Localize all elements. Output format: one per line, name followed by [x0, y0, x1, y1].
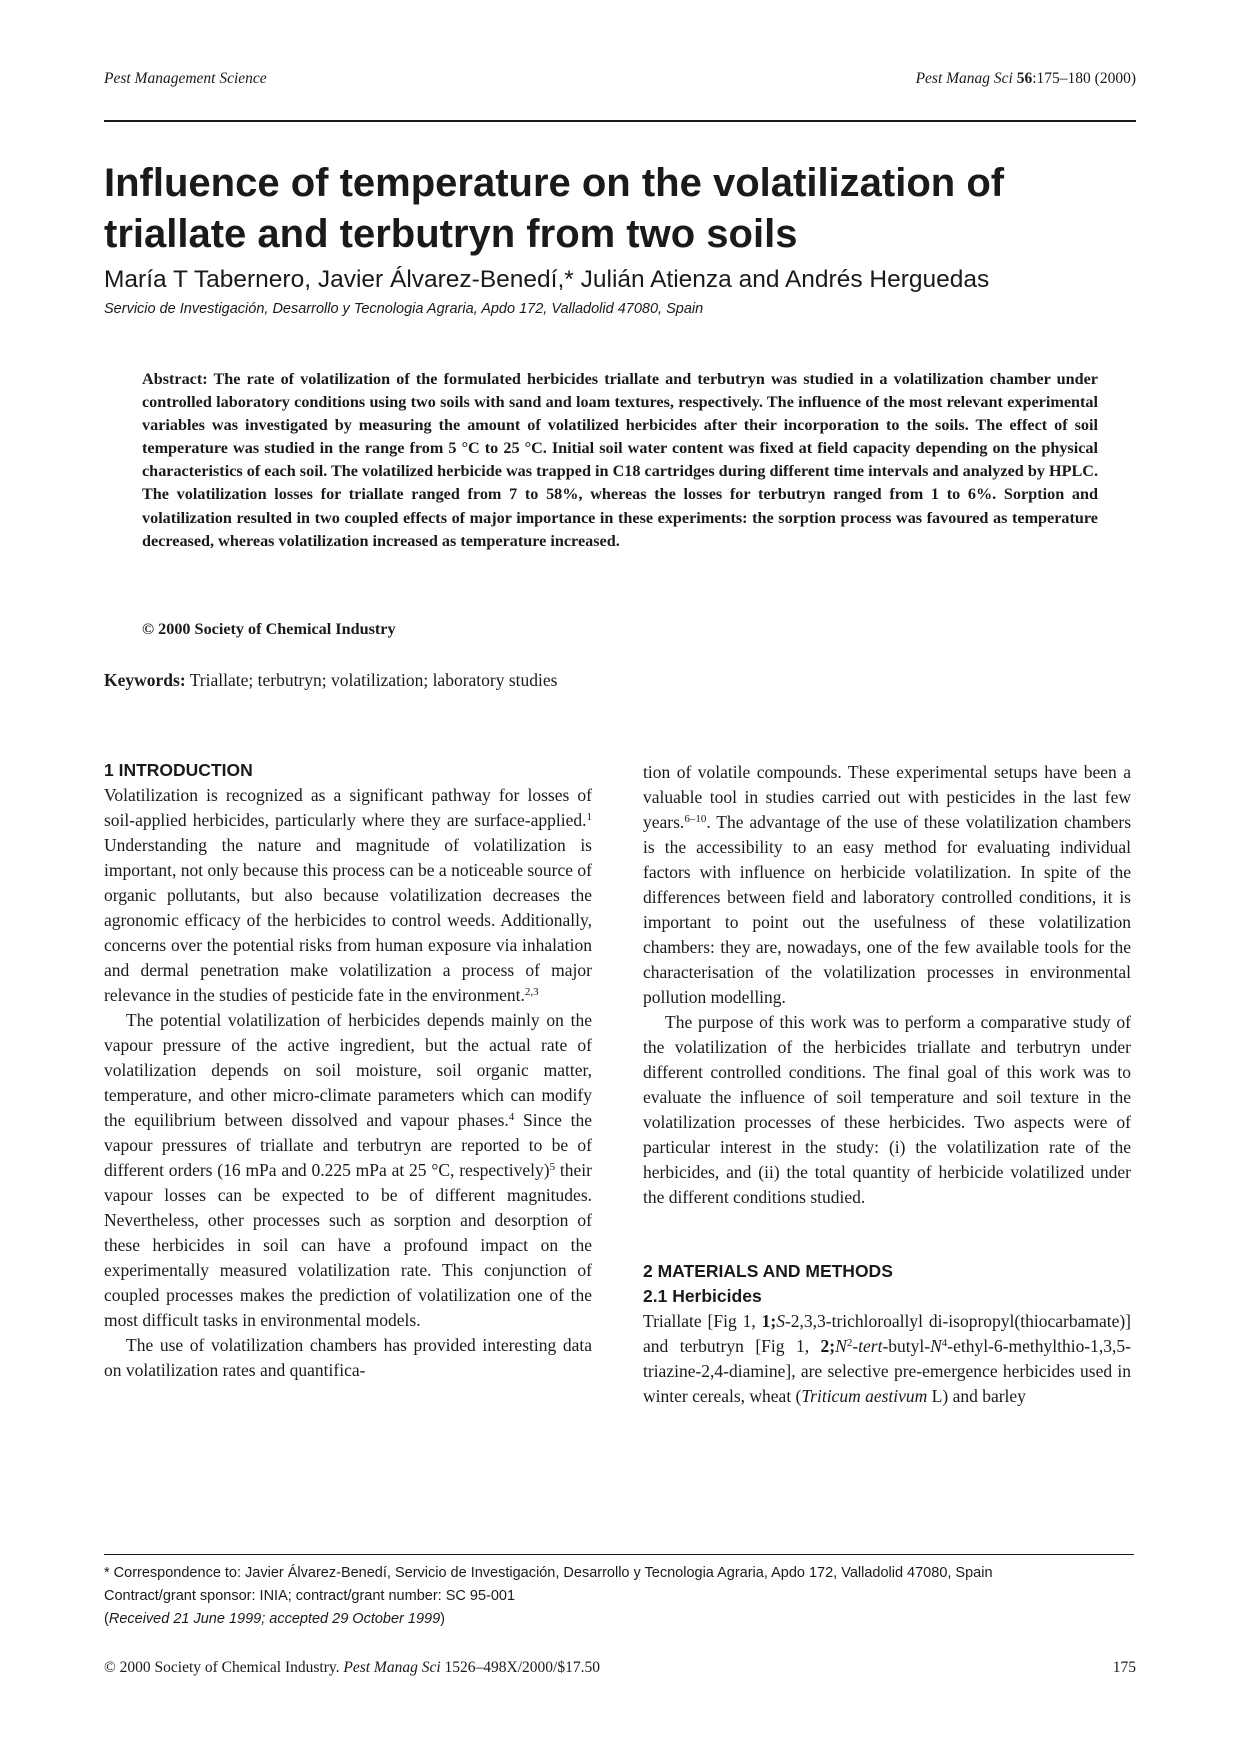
methods-heading: 2 MATERIALS AND METHODS	[643, 1261, 893, 1281]
herb-italic: N	[930, 1336, 942, 1356]
herb-text: -butyl-	[882, 1336, 931, 1356]
intro-paragraph-1	[104, 783, 592, 1008]
herb-italic: S	[776, 1311, 785, 1331]
reference-marker: 2,3	[524, 986, 539, 998]
herb-italic: N	[835, 1336, 847, 1356]
intro-p1-text-b: Understanding the nature and magnitude of volatilization is important, not only because this process can be a noticeable source of organic pollutants, but also because volatilization decreases the agronomic efficacy of the herbicides to control weeds. Additionally, concerns over the potential risks from human exposure via inhalation and dermal penetration make volatilization a process of major relevance in the studies of pesticide fate in the environment.	[104, 835, 592, 1005]
author-list: María T Tabernero, Javier Álvarez-Benedí,* Julián Atienza and Andrés Herguedas	[104, 266, 990, 293]
citation-pages: :175–180 (2000)	[1032, 70, 1136, 87]
herb-text: Triallate [Fig 1,	[643, 1311, 762, 1331]
intro-paragraph-2	[104, 1008, 592, 1333]
intro-paragraph-3: The use of volatilization chambers has provided interesting data on volatilization rates and quantifica-	[104, 1335, 592, 1380]
running-header-journal: Pest Management Science	[104, 70, 267, 87]
footer-issn: 1526–498X/2000/$17.50	[440, 1659, 600, 1676]
herb-text: -2,3,3-trichloroallyl di-isopropyl(thiocarbamate)] and terbutryn [Fig 1,	[643, 1311, 1132, 1356]
herbicides-paragraph	[643, 1309, 1131, 1409]
received-dates: Received 21 June 1999; accepted 29 October 1999	[108, 1611, 441, 1627]
running-header-citation	[916, 70, 1136, 88]
footer-copyright-text: © 2000 Society of Chemical Industry.	[104, 1659, 344, 1676]
citation-journal: Pest Manag Sci	[915, 70, 1013, 87]
reference-marker: 4	[508, 1111, 515, 1123]
keywords-text: Triallate; terbutryn; volatilization; laboratory studies	[189, 670, 558, 690]
citation-volume: 56	[1016, 70, 1033, 87]
intro-p1-text-a: Volatilization is recognized as a significant pathway for losses of soil-applied herbicides, particularly where they are surface-applied.	[104, 785, 592, 830]
abstract: Abstract: The rate of volatilization of the formulated herbicides triallate and terbutryn was studied in a volatilization chamber under controlled laboratory conditions using two soils with sand and loam textures, respectively. The influence of the most relevant experimental variables was investigated by measuring the amount of volatilized herbicides after their incorporation to the soils. The effect of soil temperature was studied in the range from 5 °C to 25 °C. Initial soil water content was fixed at field capacity depending on the physical characteristics of each soil. The volatilized herbicide was trapped in C18 cartridges during different time intervals and analyzed by HPLC. The volatilization losses for triallate ranged from 7 to 58%, whereas the losses for terbutryn ranged from 1 to 6%. Sorption and volatilization resulted in two coupled effects of major importance in these experiments: the sorption process was favoured as temperature decreased, whereas volatilization increased as temperature increased.	[142, 370, 1098, 550]
correspondence-note: * Correspondence to: Javier Álvarez-Benedí, Servicio de Investigación, Desarrollo y Tecnologia Agraria, Apdo 172, Valladolid 47080, Spain	[104, 1565, 993, 1581]
keywords	[104, 670, 557, 691]
herb-text: -ethyl-6-methylthio-1,3,5-triazine-2,4-diamine], are selective pre-emergence herbicides used in winter cereals, wheat (	[643, 1336, 1131, 1406]
grant-note: Contract/grant sponsor: INIA; contract/grant number: SC 95-001	[104, 1588, 516, 1604]
herb-superscript: 2	[846, 1337, 853, 1349]
paren-close: )	[440, 1611, 446, 1627]
introduction-heading: 1 INTRODUCTION	[104, 760, 253, 780]
left-column	[104, 758, 592, 1383]
abstract-copyright: © 2000 Society of Chemical Industry	[142, 620, 396, 638]
species-name: Triticum aestivum	[801, 1386, 928, 1406]
footer-journal: Pest Manag Sci	[343, 1659, 441, 1676]
intro-p2-text-b: Since the vapour pressures of triallate and terbutryn are reported to be of different orders (16 mPa and 0.225 mPa at 25 °C, respectively)	[104, 1110, 592, 1180]
right-p1-text-b: . The advantage of the use of these volatilization chambers is the accessibility to an easy method for evaluating individual factors with influence on herbicide volatilization. In spite of the differences between field and laboratory controlled conditions, it is important to point out the usefulness of these volatilization chambers: they are, nowadays, one of the few available tools for the characterisation of the volatilization processes in environmental pollution modelling.	[643, 812, 1131, 1007]
footer-copyright	[104, 1659, 600, 1677]
herb-italic: -tert	[852, 1336, 883, 1356]
reference-marker: 6–10	[684, 813, 707, 825]
intro-p2-text-a: The potential volatilization of herbicides depends mainly on the vapour pressure of the active ingredient, but the actual rate of volatilization depends on soil moisture, soil organic matter, temperature, and other micro-climate parameters which can modify the equilibrium between dissolved and vapour phases.	[104, 1010, 592, 1130]
received-note	[104, 1608, 993, 1631]
header-rule	[104, 120, 1136, 122]
paren-open: (	[104, 1611, 109, 1627]
footnotes	[104, 1562, 993, 1631]
keywords-label: Keywords:	[104, 670, 186, 690]
right-column	[643, 760, 1131, 1409]
intro-p2-text-c: their vapour losses can be expected to be of different magnitudes. Nevertheless, other processes such as sorption and desorption of these herbicides in soil can have a profound impact on the experimentally measured volatilization rate. This conjunction of coupled processes makes the prediction of volatilization one of the most difficult tasks in environmental models.	[104, 1160, 592, 1330]
compound-number: 2;	[820, 1336, 836, 1356]
right-p1-text-a: tion of volatile compounds. These experimental setups have been a valuable tool in studies carried out with pesticides in the last few years.	[643, 762, 1131, 832]
page-number: 175	[1112, 1659, 1136, 1676]
section-spacer	[643, 1210, 1131, 1259]
article-title: Influence of temperature on the volatilization of triallate and terbutryn from two soils	[104, 161, 1005, 256]
intro-paragraph-4	[643, 760, 1131, 1010]
affiliation: Servicio de Investigación, Desarrollo y Tecnologia Agraria, Apdo 172, Valladolid 47080, Spain	[104, 301, 704, 317]
compound-number: 1;	[761, 1311, 777, 1331]
reference-marker: 1	[586, 811, 592, 823]
reference-marker: 5	[549, 1161, 556, 1173]
herb-superscript: 4	[941, 1337, 948, 1349]
intro-paragraph-5: The purpose of this work was to perform a comparative study of the volatilization of the herbicides triallate and terbutryn under different controlled conditions. The final goal of this work was to evaluate the influence of soil temperature and soil texture in the volatilization processes of these herbicides. Two aspects were of particular interest in the study: (i) the volatilization rate of the herbicides, and (ii) the total quantity of herbicide volatilized under the different conditions studied.	[643, 1012, 1131, 1207]
herbicides-subheading: 2.1 Herbicides	[643, 1286, 762, 1306]
footnote-rule	[104, 1554, 1134, 1555]
herb-text: L) and barley	[927, 1386, 1026, 1406]
